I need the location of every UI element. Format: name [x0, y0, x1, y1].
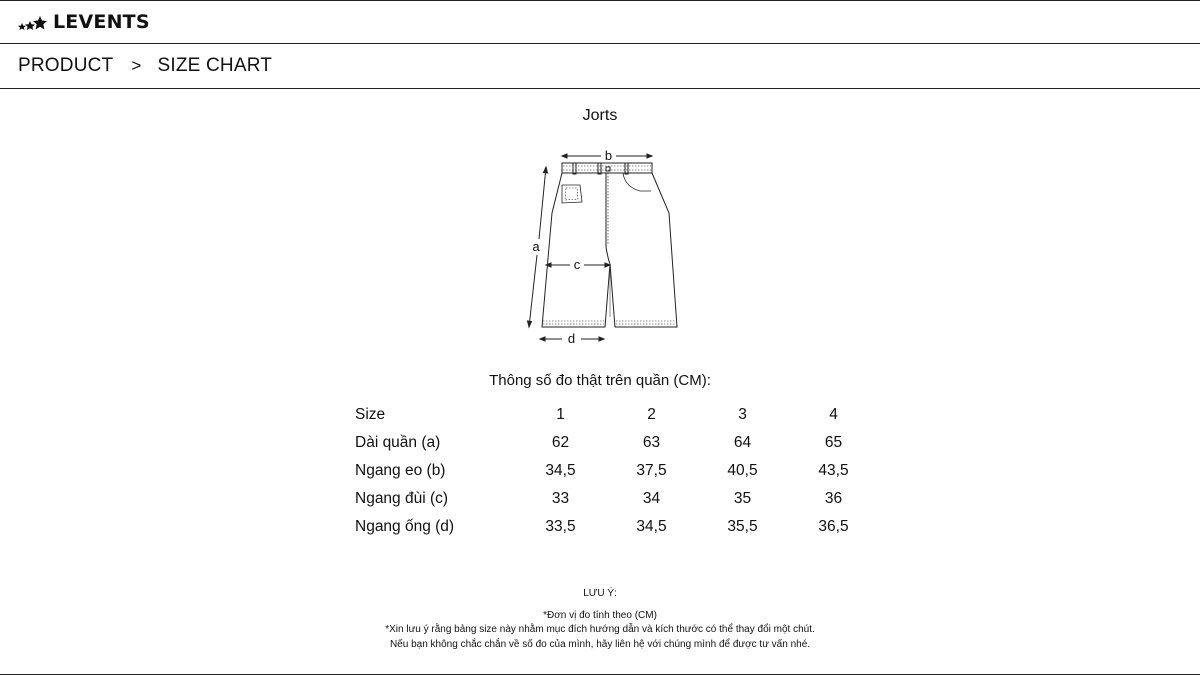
table-header-row: [350, 401, 879, 429]
breadcrumb-product[interactable]: PRODUCT: [18, 55, 114, 76]
row-label: Ngang đùi (c): [355, 490, 449, 507]
breadcrumb-size-chart: SIZE CHART: [157, 55, 273, 76]
breadcrumb-separator: >: [131, 56, 142, 75]
size-table: [350, 401, 879, 541]
table-cell: 43,5: [818, 462, 849, 479]
table-header-label: Size: [355, 406, 386, 423]
label-c: c: [573, 257, 581, 272]
row-label: Dài quần (a): [355, 434, 441, 451]
table-cell: 62: [551, 434, 570, 451]
table-header-cell: 3: [738, 406, 747, 423]
table-cell: 33,5: [545, 518, 576, 535]
table-cell: 34: [642, 490, 661, 507]
notes-section: [0, 587, 1200, 652]
table-cell: 35,5: [727, 518, 758, 535]
label-a: a: [532, 239, 540, 254]
table-header-cell: 2: [647, 406, 656, 423]
spec-heading: Thông số đo thật trên quần (CM):: [489, 372, 711, 389]
table-row: [350, 429, 879, 457]
brand-logo[interactable]: [18, 11, 150, 33]
table-cell: 63: [642, 434, 661, 451]
table-header-cell: 1: [556, 406, 565, 423]
table-row: [350, 485, 879, 513]
table-cell: 65: [824, 434, 843, 451]
product-name: Jorts: [582, 107, 618, 124]
table-cell: 40,5: [727, 462, 758, 479]
table-cell: 34,5: [636, 518, 667, 535]
shorts-measurement-diagram: [522, 147, 692, 347]
table-cell: 36,5: [818, 518, 849, 535]
table-cell: 34,5: [545, 462, 576, 479]
label-b: b: [604, 148, 613, 163]
notes-title: LƯU Ý:: [583, 588, 617, 599]
label-d: d: [567, 331, 576, 346]
table-row: [350, 457, 879, 485]
table-row: [350, 513, 879, 541]
row-label: Ngang eo (b): [355, 462, 446, 479]
top-bar: [0, 1, 1200, 44]
table-header-cell: 4: [829, 406, 838, 423]
table-cell: 35: [733, 490, 752, 507]
three-stars-icon: [18, 14, 48, 30]
table-cell: 37,5: [636, 462, 667, 479]
note-line: Nếu bạn không chắc chắn về số đo của mình, hãy liên hệ với chúng mình để được tư vấn nhé.: [389, 638, 811, 650]
breadcrumb: [0, 44, 1200, 89]
table-cell: 33: [551, 490, 570, 507]
note-line: *Đơn vị đo tính theo (CM): [543, 609, 657, 621]
table-cell: 64: [733, 434, 752, 451]
note-line: *Xin lưu ý rằng bảng size này nhằm mục đích hướng dẫn và kích thước có thể thay đổi một chút.: [385, 624, 815, 635]
table-cell: 36: [824, 490, 843, 507]
brand-name: LEVENTS: [53, 11, 150, 33]
row-label: Ngang ống (d): [355, 518, 455, 535]
